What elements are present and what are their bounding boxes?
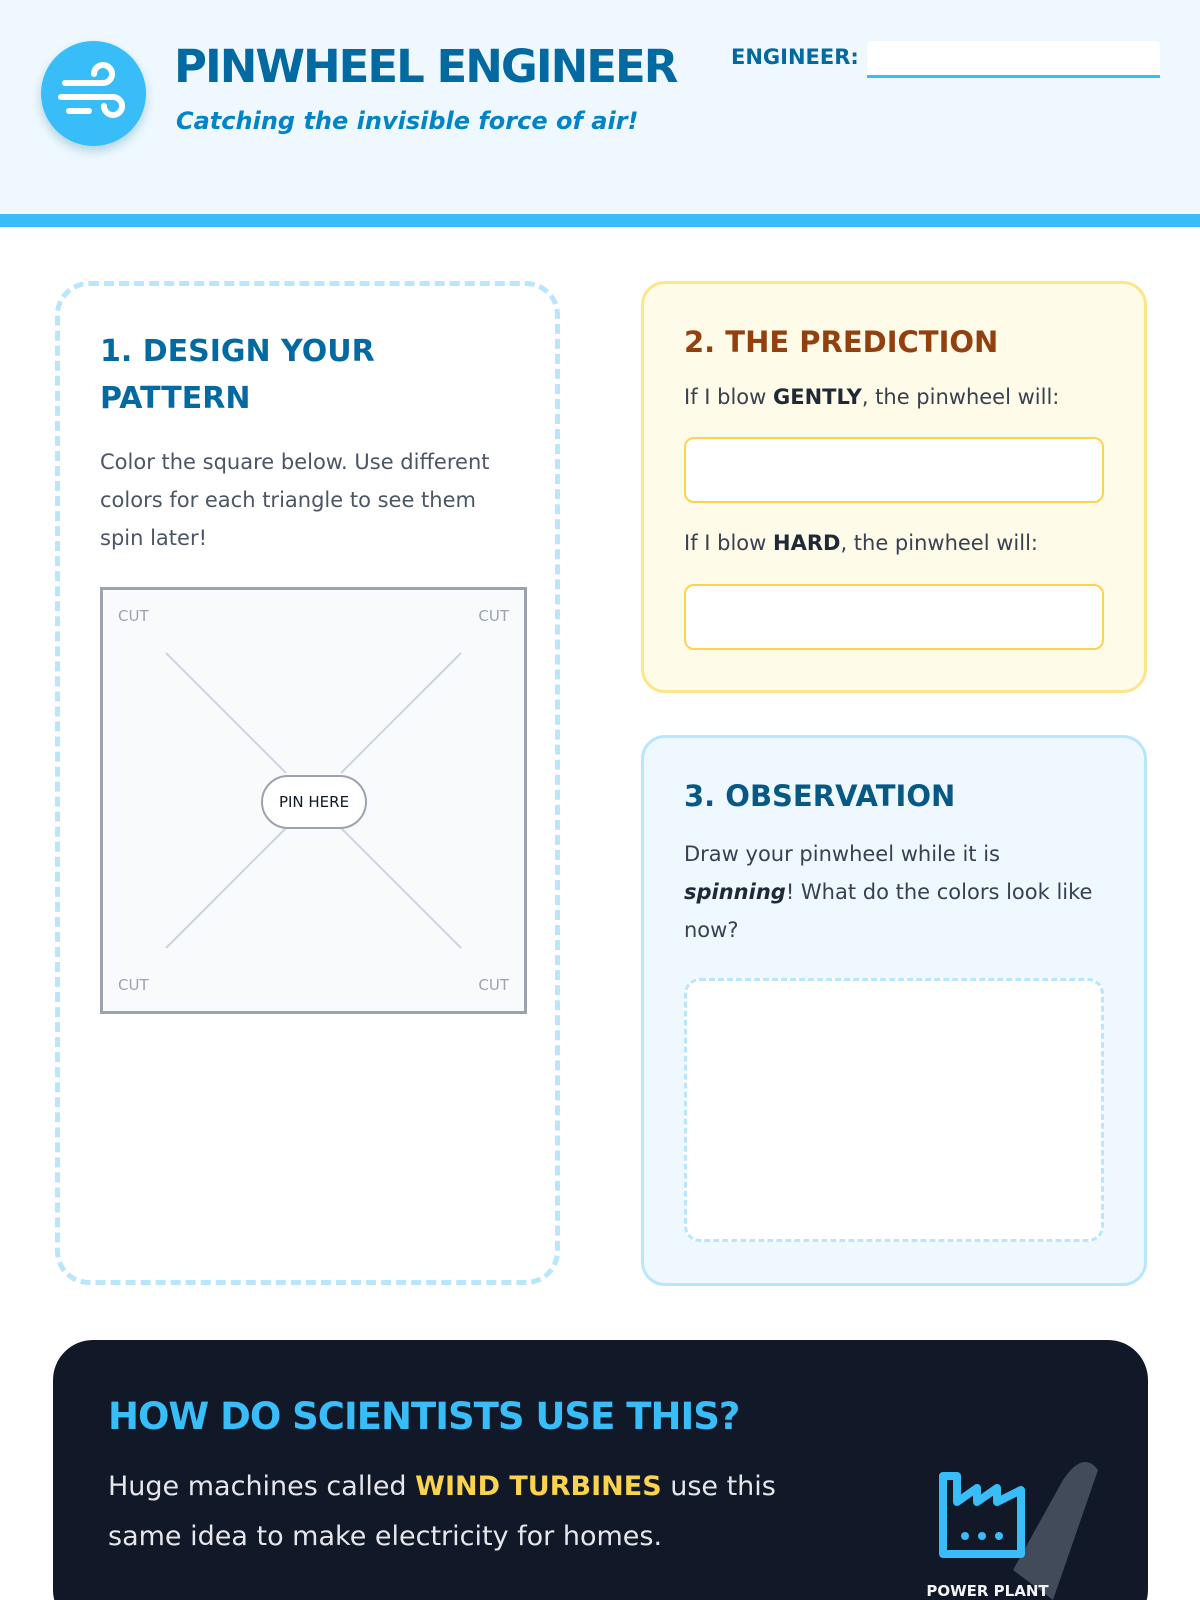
header-divider bbox=[0, 214, 1200, 227]
scientists-text bbox=[108, 1462, 828, 1562]
logo-badge bbox=[41, 41, 146, 146]
hard-keyword: HARD bbox=[773, 531, 841, 555]
observation-instructions bbox=[684, 835, 1104, 949]
wind-icon bbox=[41, 41, 146, 146]
observation-keyword: spinning bbox=[684, 880, 786, 904]
power-plant-label: POWER PLANT bbox=[926, 1582, 1049, 1600]
scientists-text-suffix: use this same idea to make electricity for homes. bbox=[108, 1471, 776, 1552]
gentle-question-suffix: , the pinwheel will: bbox=[861, 385, 1060, 409]
engineer-label: ENGINEER: bbox=[731, 45, 859, 69]
hard-answer-field[interactable] bbox=[684, 584, 1104, 650]
hard-question-prefix: If I blow bbox=[684, 531, 773, 555]
gentle-answer-field[interactable] bbox=[684, 437, 1104, 503]
pin-here-marker: PIN HERE bbox=[261, 775, 367, 829]
pinwheel-template-square[interactable] bbox=[100, 587, 527, 1014]
page-title: PINWHEEL ENGINEER bbox=[174, 40, 677, 93]
cut-label-bottom-right: CUT bbox=[478, 976, 509, 994]
gentle-keyword: GENTLY bbox=[773, 385, 862, 409]
engineer-name-field[interactable] bbox=[867, 41, 1160, 78]
prediction-title: 2. THE PREDICTION bbox=[684, 325, 999, 359]
cut-label-bottom-left: CUT bbox=[118, 976, 149, 994]
observation-title: 3. OBSERVATION bbox=[684, 779, 956, 813]
wind-turbines-highlight: WIND TURBINES bbox=[415, 1471, 662, 1502]
factory-icon bbox=[935, 1466, 1030, 1561]
cut-label-top-left: CUT bbox=[118, 607, 149, 625]
gentle-question-prefix: If I blow bbox=[684, 385, 773, 409]
page-subtitle: Catching the invisible force of air! bbox=[176, 107, 639, 135]
cut-label-top-right: CUT bbox=[478, 607, 509, 625]
scientists-title: HOW DO SCIENTISTS USE THIS? bbox=[108, 1395, 740, 1438]
observation-text-suffix: ! What do the colors look like now? bbox=[684, 880, 1093, 942]
hard-question bbox=[684, 531, 1038, 555]
scientists-text-prefix: Huge machines called bbox=[108, 1471, 416, 1502]
observation-text-prefix: Draw your pinwheel while it is bbox=[684, 842, 1000, 866]
drawing-area[interactable] bbox=[684, 978, 1104, 1242]
hard-question-suffix: , the pinwheel will: bbox=[840, 531, 1038, 555]
design-instructions: Color the square below. Use different colors for each triangle to see them spin later! bbox=[100, 450, 490, 550]
gentle-question bbox=[684, 385, 1059, 409]
design-title: 1. DESIGN YOUR PATTERN bbox=[100, 334, 375, 416]
